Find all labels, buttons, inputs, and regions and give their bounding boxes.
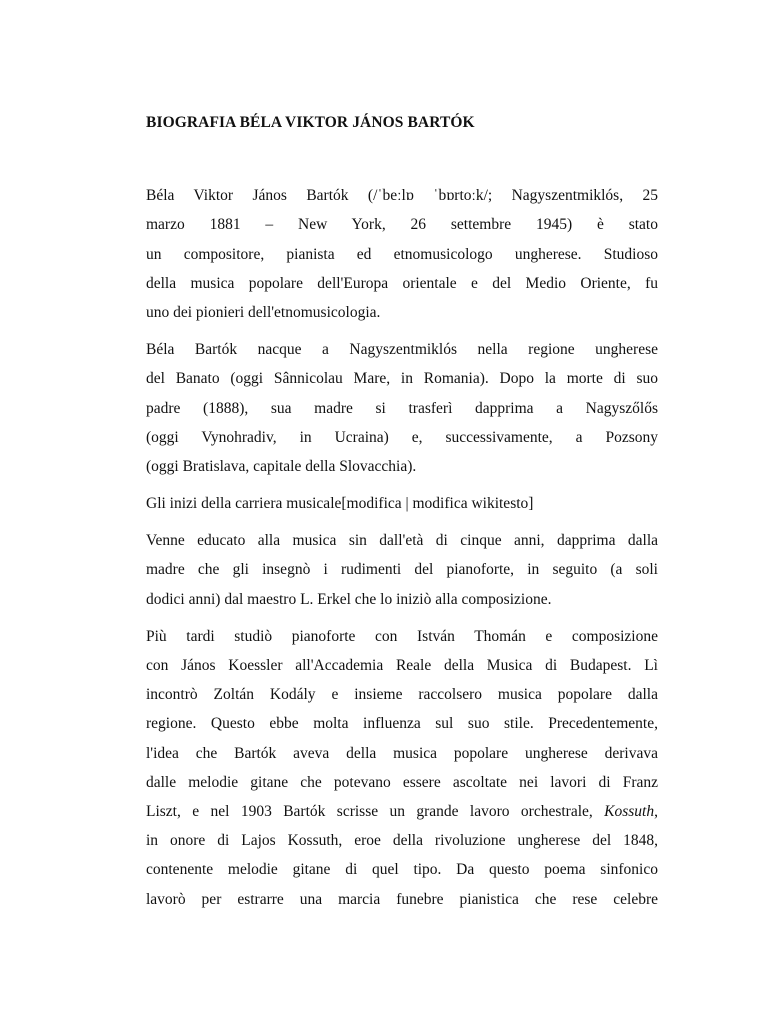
- text-line: del Banato (oggi Sânnicolau Mare, in Romania). Dopo la morte di suo: [146, 370, 658, 388]
- text-line: padre (1888), sua madre si trasferì dapprima a Nagyszőlős: [146, 399, 658, 417]
- text-line: contenente melodie gitane di quel tipo. Da questo poema sinfonico: [146, 861, 658, 879]
- text-line: l'idea che Bartók aveva della musica popolare ungherese derivava: [146, 744, 658, 762]
- paragraph-studies: [146, 622, 658, 914]
- text-line: uno dei pionieri dell'etnomusicologia.: [146, 303, 381, 321]
- text-line: un compositore, pianista ed etnomusicologo ungherese. Studioso: [146, 245, 658, 263]
- text-segment: Liszt, e nel 1903 Bartók scrisse un grande lavoro orchestrale,: [146, 802, 605, 820]
- text-line: dodici anni) dal maestro L. Erkel che lo iniziò alla composizione.: [146, 590, 552, 608]
- paragraph-intro: [146, 181, 658, 327]
- text-line: (oggi Bratislava, capitale della Slovacchia).: [146, 457, 417, 475]
- text-line: (oggi Vynohradiv, in Ucraina) e, successivamente, a Pozsony: [146, 428, 658, 446]
- section-heading: [146, 489, 658, 518]
- text-line: Più tardi studiò pianoforte con István Thomán e composizione: [146, 627, 658, 645]
- text-line: Venne educato alla musica sin dall'età di cinque anni, dapprima dalla: [146, 532, 658, 550]
- text-line: in onore di Lajos Kossuth, eroe della rivoluzione ungherese del 1848,: [146, 832, 658, 850]
- document-title: BIOGRAFIA BÉLA VIKTOR JÁNOS BARTÓK: [146, 114, 475, 131]
- text-line: Béla Viktor János Bartók (/ˈbeːlɒ ˈbɒrtoːk/; Nagyszentmiklós, 25: [146, 187, 658, 205]
- paragraph-birth: [146, 335, 658, 481]
- text-line: lavorò per estrarre una marcia funebre pianistica che rese celebre: [146, 890, 658, 908]
- text-line: con János Koessler all'Accademia Reale della Musica di Budapest. Lì: [146, 657, 658, 675]
- document-body: [146, 108, 658, 922]
- text-line: Gli inizi della carriera musicale[modifica | modifica wikitesto]: [146, 495, 534, 513]
- text-line: della musica popolare dell'Europa orientale e del Medio Oriente, fu: [146, 274, 658, 292]
- text-line: dalle melodie gitane che potevano essere ascoltate nei lavori di Franz: [146, 773, 658, 791]
- text-segment: ,: [654, 802, 658, 820]
- text-line: marzo 1881 – New York, 26 settembre 1945) è stato: [146, 216, 658, 234]
- text-line: Béla Bartók nacque a Nagyszentmiklós nella regione ungherese: [146, 341, 658, 359]
- text-line: incontrò Zoltán Kodály e insieme raccolsero musica popolare dalla: [146, 686, 658, 704]
- italic-title: Kossuth: [604, 802, 655, 820]
- paragraph-education: [146, 526, 658, 614]
- text-line-with-italic: [146, 797, 658, 826]
- text-line: madre che gli insegnò i rudimenti del pianoforte, in seguito (a soli: [146, 561, 658, 579]
- text-line: regione. Questo ebbe molta influenza sul suo stile. Precedentemente,: [146, 715, 658, 733]
